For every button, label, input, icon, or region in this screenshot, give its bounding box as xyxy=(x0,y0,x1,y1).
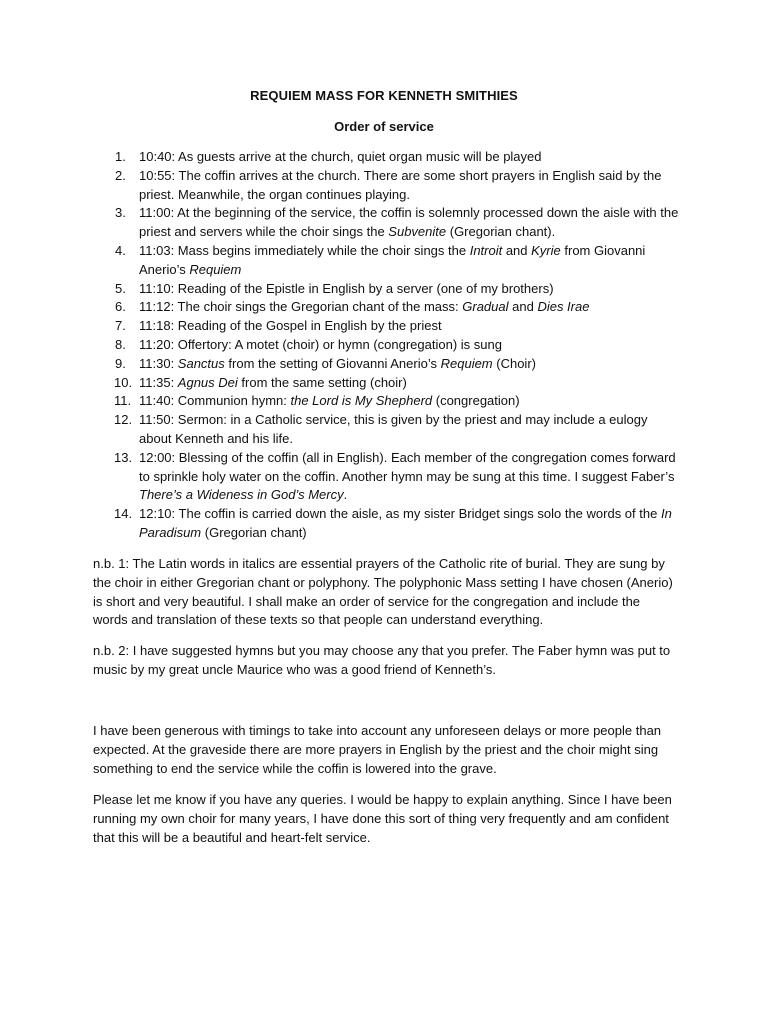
list-item: 3. 11:00: At the beginning of the service, the coffin is solemnly processed down the aisle with the priest and servers while the choir sings the Subvenite (Gregorian chant). xyxy=(115,205,679,240)
item-number: 11. xyxy=(114,393,132,409)
list-item: 6. 11:12: The choir sings the Gregorian chant of the mass: Gradual and Dies Irae xyxy=(139,298,679,317)
list-item: 14. 12:10: The coffin is carried down the aisle, as my sister Bridget sings solo the words of the In Paradisum (Gregorian chant) xyxy=(114,506,672,540)
item-number: 12. xyxy=(114,412,133,428)
list-item: 8. 11:20: Offertory: A motet (choir) or hymn (congregation) is sung xyxy=(139,336,679,355)
list-item: 11. 11:40: Communion hymn: the Lord is My Shepherd (congregation) xyxy=(139,392,679,411)
list-item: 12. 11:50: Sermon: in a Catholic service, this is given by the priest and may include a eulogy about Kenneth and his life. xyxy=(114,412,648,446)
list-item: 13. 12:00: Blessing of the coffin (all in English). Each member of the congregation comes forward to sprinkle holy water on the coffin. Another hymn may be sung at this time. I suggest Faber’s There’s a Wideness in God’s Mercy. xyxy=(114,449,676,503)
list-item: 9. 11:30: Sanctus from the setting of Giovanni Anerio’s Requiem (Choir) xyxy=(139,355,679,374)
list-item: 2. 10:55: The coffin arrives at the church. There are some short prayers in English said by the priest. Meanwhile, the organ continues playing. xyxy=(115,167,662,202)
closing-paragraph: Please let me know if you have any queries. I would be happy to explain anything. Since I have been running my own choir for many years, I have done this sort of thing very frequently and am confident that this will be a beautiful and heart-felt service. xyxy=(93,792,672,845)
timings-paragraph: I have been generous with timings to take into account any unforeseen delays or more people than expected. At the graveside there are more prayers in English by the priest and the choir might sing something to end the service while the coffin is lowered into the grave. xyxy=(93,723,662,776)
note-paragraph-1: n.b. 1: The Latin words in italics are essential prayers of the Catholic rite of burial. They are sung by the choir in either Gregorian chant or polyphony. The polyphonic Mass setting I have chosen (Anerio) is short and very beautiful. I shall make an order of service for the congregation and include the words and translation of these texts so that people can understand everything. xyxy=(93,556,673,628)
list-item: 5. 11:10: Reading of the Epistle in English by a server (one of my brothers) xyxy=(139,280,679,299)
order-of-service-list xyxy=(114,148,679,543)
item-number: 2. xyxy=(115,167,126,183)
item-number: 4. xyxy=(115,242,126,258)
item-number: 6. xyxy=(115,299,126,315)
document-title: REQUIEM MASS FOR KENNETH SMITHIES xyxy=(250,88,518,103)
list-item: 1. 10:40: As guests arrive at the church, quiet organ music will be played xyxy=(139,148,679,167)
note-paragraph-2: n.b. 2: I have suggested hymns but you may choose any that you prefer. The Faber hymn was put to music by my great uncle Maurice who was a good friend of Kenneth’s. xyxy=(93,643,671,677)
list-item: 4. 11:03: Mass begins immediately while the choir sings the Introit and Kyrie from Giovanni Anerio’s Requiem xyxy=(115,242,646,277)
item-number: 8. xyxy=(115,336,126,352)
item-number: 13. xyxy=(114,449,133,465)
item-number: 5. xyxy=(115,280,126,296)
item-number: 14. xyxy=(114,506,133,522)
list-item: 10. 11:35: Agnus Dei from the same setting (choir) xyxy=(139,374,679,393)
list-item: 7. 11:18: Reading of the Gospel in English by the priest xyxy=(139,317,679,336)
document-subtitle: Order of service xyxy=(334,119,434,134)
item-number: 10. xyxy=(114,374,133,390)
item-number: 9. xyxy=(115,355,126,371)
item-number: 7. xyxy=(115,318,126,334)
item-number: 1. xyxy=(115,149,126,164)
item-number: 3. xyxy=(115,205,126,221)
